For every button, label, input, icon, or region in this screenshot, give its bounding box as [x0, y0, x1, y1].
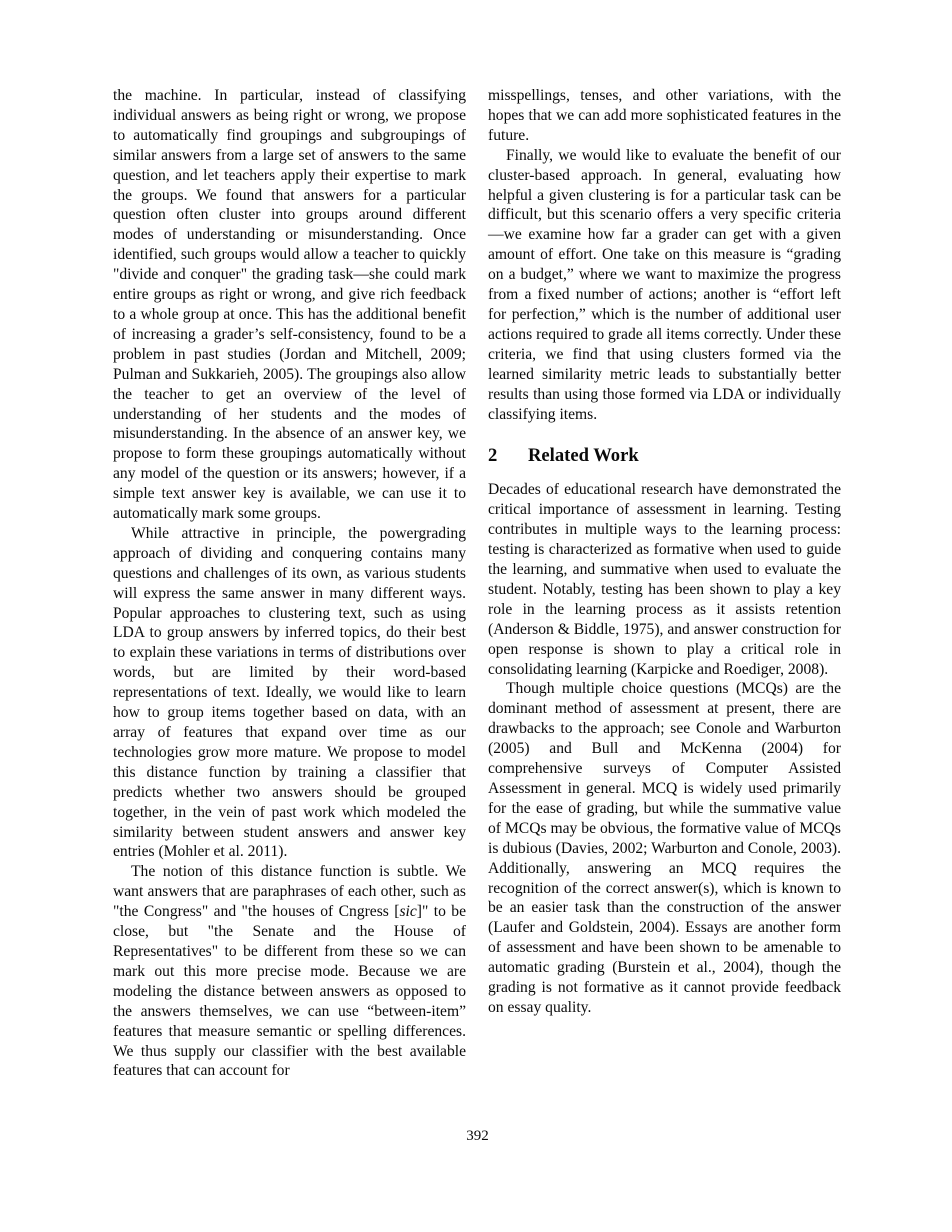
paragraph	[113, 862, 466, 1081]
text-run: ]" to be close, but "the Senate and the House of Representatives" to be different from these so we can mark out this more precise mode. Because we are modeling the distance between answers as opposed to the answers themselves, we can use “between-item” features that measure semantic or spelling differences. We thus supply our classifier with the best available features that can account for	[113, 903, 467, 1080]
column-left	[113, 86, 466, 1081]
text-run: Decades of educational research have demonstrated the critical importance of assessment in learning. Testing contributes in multiple ways to the learning process: testing is characterized as formative when used to guide the learning, and summative when used to evaluate the student. Notably, testing has been shown to play a key role in the learning process as it assists retention (Anderson & Biddle, 1975), and answer construction for open response is shown to play a critical role in consolidating learning (Karpicke and Roediger, 2008).	[488, 481, 841, 678]
section-number: 2	[488, 445, 498, 467]
text-run: the machine. In particular, instead of classifying individual answers as being right or wrong, we propose to automatically find groupings and subgroupings of similar answers from a large set of answers to the same question, and let teachers apply their expertise to mark the groups. We found that answers for a particular question often cluster into groups around different modes of understanding or misunderstanding. Once identified, such groups would allow a teacher to quickly "divide and conquer" the grading task—she could mark entire groups as right or wrong, and give rich feedback to a whole group at once. This has the additional benefit of increasing a grader’s self-consistency, found to be a problem in past studies (Jordan and Mitchell, 2009; Pulman and Sukkarieh, 2005). The groupings also allow the teacher to get an overview of the level of understanding of her students and the modes of misunderstanding. In the absence of an answer key, we propose to form these groupings automatically without any model of the question or its answers; however, if a simple text answer key is available, we can use it to automatically mark some groups.	[113, 87, 466, 523]
text-run: Though multiple choice questions (MCQs) are the dominant method of assessment at present, there are drawbacks to the approach; see Conole and Warburton (2005) and Bull and McKenna (2004) for comprehensive surveys of Computer Assisted Assessment in general. MCQ is widely used primarily for the ease of grading, but while the summative value of MCQs may be obvious, the formative value of MCQs is dubious (Davies, 2002; Warburton and Conole, 2003). Additionally, answering an MCQ requires the recognition of the correct answer(s), which is known to be an easier task than the construction of the answer (Laufer and Goldstein, 2004). Essays are another form of assessment and have been shown to be amenable to automatic grading (Burstein et al., 2004), though the grading is not formative as it cannot provide feedback on essay quality.	[488, 680, 841, 1016]
paragraph	[113, 524, 466, 862]
column-right	[488, 86, 841, 1081]
paragraph	[488, 679, 841, 1017]
paragraph	[113, 86, 466, 524]
text-columns	[113, 86, 842, 1081]
text-run: While attractive in principle, the powergrading approach of dividing and conquering contains many questions and challenges of its own, as various students will express the same answer in many different ways. Popular approaches to clustering text, such as using LDA to group answers by inferred topics, do their best to explain these variations in terms of distributions over words, but are limited by their word-based representations of text. Ideally, we would like to learn how to group items together based on data, with an array of features that expand over time as our technologies grow more mature. We propose to model this distance function by training a classifier that predicts whether two answers should be grouped together, in the vein of past work which modeled the similarity between student answers and answer key entries (Mohler et al. 2011).	[113, 524, 466, 861]
paragraph	[488, 480, 841, 679]
paragraph	[488, 146, 841, 425]
section-heading	[488, 445, 841, 467]
paragraph	[488, 86, 841, 146]
text-run: Finally, we would like to evaluate the benefit of our cluster-based approach. In general, evaluating how helpful a given clustering is for a particular task can be difficult, but this scenario offers a very specific criteria—we examine how far a grader can get with a given amount of effort. One take on this measure is “grading on a budget,” where we want to maximize the progress from a fixed number of actions; another is “effort left for perfection,” which is the number of additional user actions required to grade all items correctly. Under these criteria, we find that using clusters formed via the learned similarity metric leads to substantially better results than using those formed via LDA or individually classifying items.	[488, 146, 841, 423]
italic-text-run: sic	[399, 903, 417, 921]
page-number: 392	[466, 1128, 489, 1144]
text-run: misspellings, tenses, and other variations, with the hopes that we can add more sophisticated features in the future.	[488, 87, 841, 144]
section-title: Related Work	[528, 445, 639, 467]
text-run: The notion of this distance function is subtle. We want answers that are paraphrases of each other, such as "the Congress" and "the houses of Cngress [	[113, 863, 466, 921]
